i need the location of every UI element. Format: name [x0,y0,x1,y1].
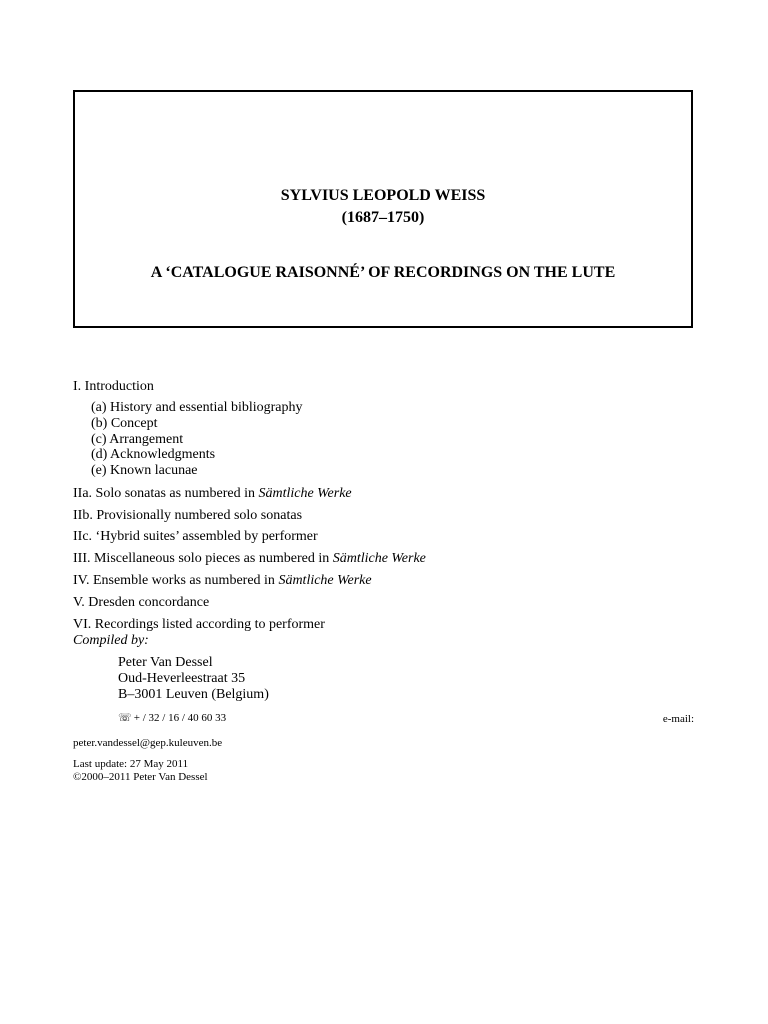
toc-section-v [73,595,209,611]
toc-section-text: IIc. ‘Hybrid suites’ assembled by performer [73,529,318,544]
telephone-icon: ☏ [118,712,132,724]
toc-section-text: V. Dresden concordance [73,595,210,610]
compiler-name: Peter Van Dessel [118,655,213,670]
compiled-by-label [73,633,149,649]
composer-name: SYLVIUS LEOPOLD WEISS [280,187,486,204]
last-update: Last update: 27 May 2011 [73,758,189,770]
toc-section-iv [73,573,372,589]
toc-section-italic: Sämtliche Werke [278,573,372,588]
toc-section-iii [73,551,426,567]
phone-line [118,712,226,725]
toc-section-iia [73,486,352,502]
title-box [73,90,693,328]
toc-intro-item: (c) Arrangement [91,432,184,447]
toc-section-text: VI. Recordings listed according to performer [73,617,325,632]
toc-section-italic: Sämtliche Werke [258,486,352,501]
catalogue-subtitle: A ‘CATALOGUE RAISONNÉ’ OF RECORDINGS ON THE LUTE [150,264,616,281]
composer-dates: (1687–1750) [341,209,425,226]
toc-section-iic [73,529,318,545]
toc-section-iib [73,508,302,524]
toc-intro-item: (e) Known lacunae [91,463,198,478]
toc-section-vi [73,617,325,633]
toc-section-text: IV. Ensemble works as numbered in [73,573,279,588]
email-address[interactable]: peter.vandessel@gep.kuleuven.be [73,737,223,749]
toc-section-text: IIb. Provisionally numbered solo sonatas [73,508,303,523]
phone-number: + / 32 / 16 / 40 60 33 [133,712,227,724]
toc-section-italic: Sämtliche Werke [332,551,426,566]
toc-intro-item: (b) Concept [91,416,158,431]
compiled-by-text: Compiled by: [73,633,149,648]
toc-intro-item: (d) Acknowledgments [91,447,216,462]
toc-introduction: I. Introduction [73,379,154,394]
copyright: ©2000–2011 Peter Van Dessel [73,771,208,783]
compiler-city: B–3001 Leuven (Belgium) [118,687,269,702]
toc-section-text: IIa. Solo sonatas as numbered in [73,486,259,501]
toc-section-text: III. Miscellaneous solo pieces as numbered in [73,551,333,566]
toc-intro-item: (a) History and essential bibliography [91,400,303,415]
email-label: e-mail: [662,713,694,725]
compiler-street: Oud-Heverleestraat 35 [118,671,246,686]
